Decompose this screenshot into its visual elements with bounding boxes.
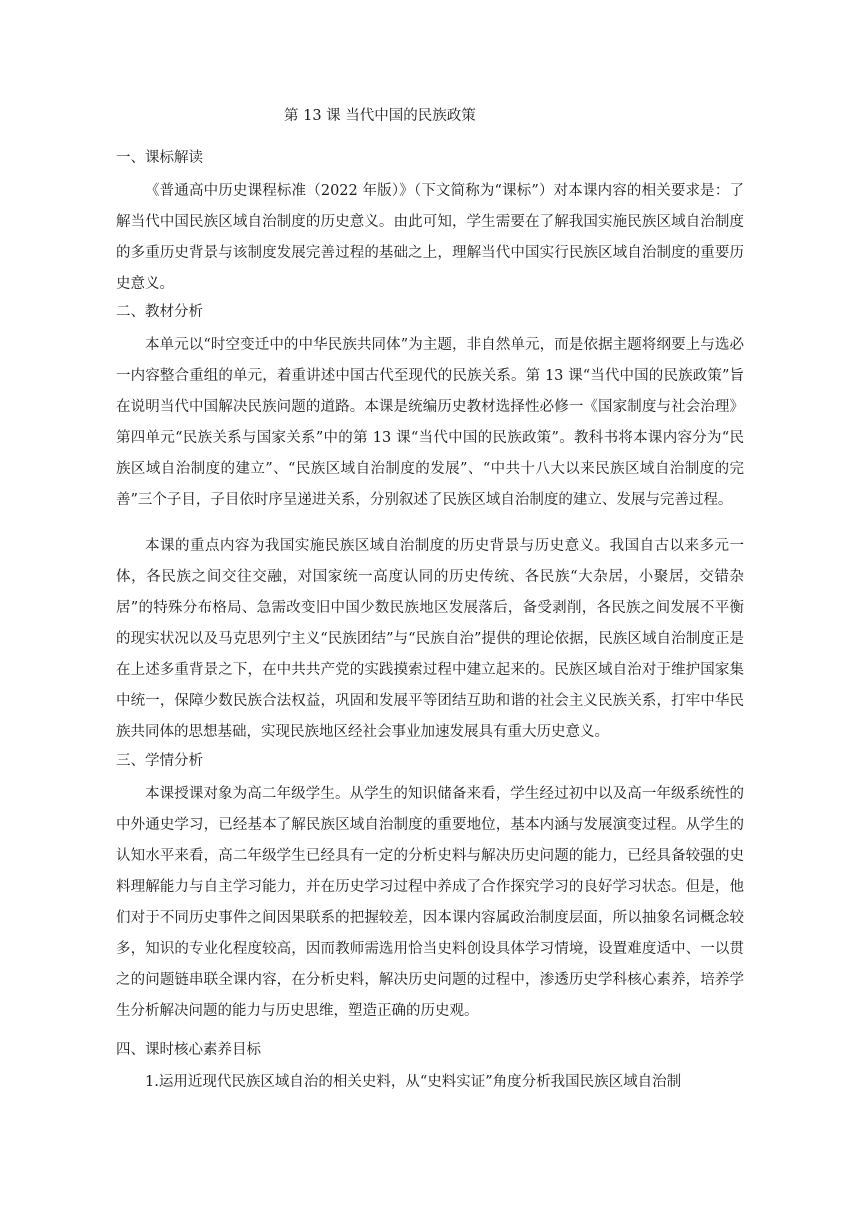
lesson-title: 第 13 课 当代中国的民族政策	[284, 108, 476, 124]
section-2-paragraph-2: 本课的重点内容为我国实施民族区域自治制度的历史背景与历史意义。我国自古以来多元一体，各民族之间交往交融，对国家统一高度认同的历史传统、各民族“大杂居，小聚居，交错杂居”的特殊分布格局、急需改变旧中国少数民族地区发展落后，备受剥削，各民族之间发展不平衡的现实状况以及马克思列宁主义“民族团结”与“民族自治”提供的理论依据，民族区域自治制度正是在上述多重背景之下，在中共共产党的实践摸索过程中建立起来的。民族区域自治对于维护国家集中统一，保障少数民族合法权益，巩固和发展平等团结互助和谐的社会主义民族关系，打牢中华民族共同体的思想基础，实现民族地区经社会事业加速发展具有重大历史意义。	[116, 538, 744, 740]
section-heading-3: 三、学情分析	[116, 753, 203, 769]
section-heading-1: 一、课标解读	[116, 150, 203, 166]
section-4-paragraph-1: 1.运用近现代民族区域自治的相关史料，从“史料实证”角度分析我国民族区域自治制	[145, 1074, 682, 1090]
section-heading-4: 四、课时核心素养目标	[116, 1042, 261, 1058]
section-2-paragraph-1: 本单元以“时空变迁中的中华民族共同体”为主题，非自然单元，而是依据主题将纲要上与选必一内容整合重组的单元，着重讲述中国古代至现代的民族关系。第 13 课“当代中国的民族政策”旨在说明当代中国解决民族问题的道路。本课是统编历史教材选择性必修一《国家制度与社会治理》第四单元“民族关系与国家关系”中的第 13 课“当代中国的民族政策”。教科书将本课内容分为“民族区域自治制度的建立”、“民族区域自治制度的发展”、“中共十八大以来民族区域自治制度的完善”三个子目，子目依时序呈递进关系，分别叙述了民族区域自治制度的建立、发展与完善过程。	[116, 337, 744, 508]
section-heading-2: 二、教材分析	[116, 304, 203, 320]
section-1-paragraph-1: 《普通高中历史课程标准（2022 年版）》（下文简称为“课标”）对本课内容的相关要求是：了解当代中国民族区域自治制度的历史意义。由此可知，学生需要在了解我国实施民族区域自治制度的多重历史背景与该制度发展完善过程的基础之上，理解当代中国实行民族区域自治制度的重要历史意义。	[116, 183, 744, 292]
section-3-paragraph-1: 本课授课对象为高二年级学生。从学生的知识储备来看，学生经过初中以及高一年级系统性的中外通史学习，已经基本了解民族区域自治制度的重要地位，基本内涵与发展演变过程。从学生的认知水平来看，高二年级学生已经具有一定的分析史料与解决历史问题的能力，已经具备较强的史料理解能力与自主学习能力，并在历史学习过程中养成了合作探究学习的良好学习状态。但是，他们对于不同历史事件之间因果联系的把握较差，因本课内容属政治制度层面，所以抽象名词概念较多，知识的专业化程度较高，因而教师需选用恰当史料创设具体学习情境，设置难度适中、一以贯之的问题链串联全课内容，在分析史料，解决历史问题的过程中，渗透历史学科核心素养，培养学生分析解决问题的能力与历史思维，塑造正确的历史观。	[116, 786, 744, 1019]
